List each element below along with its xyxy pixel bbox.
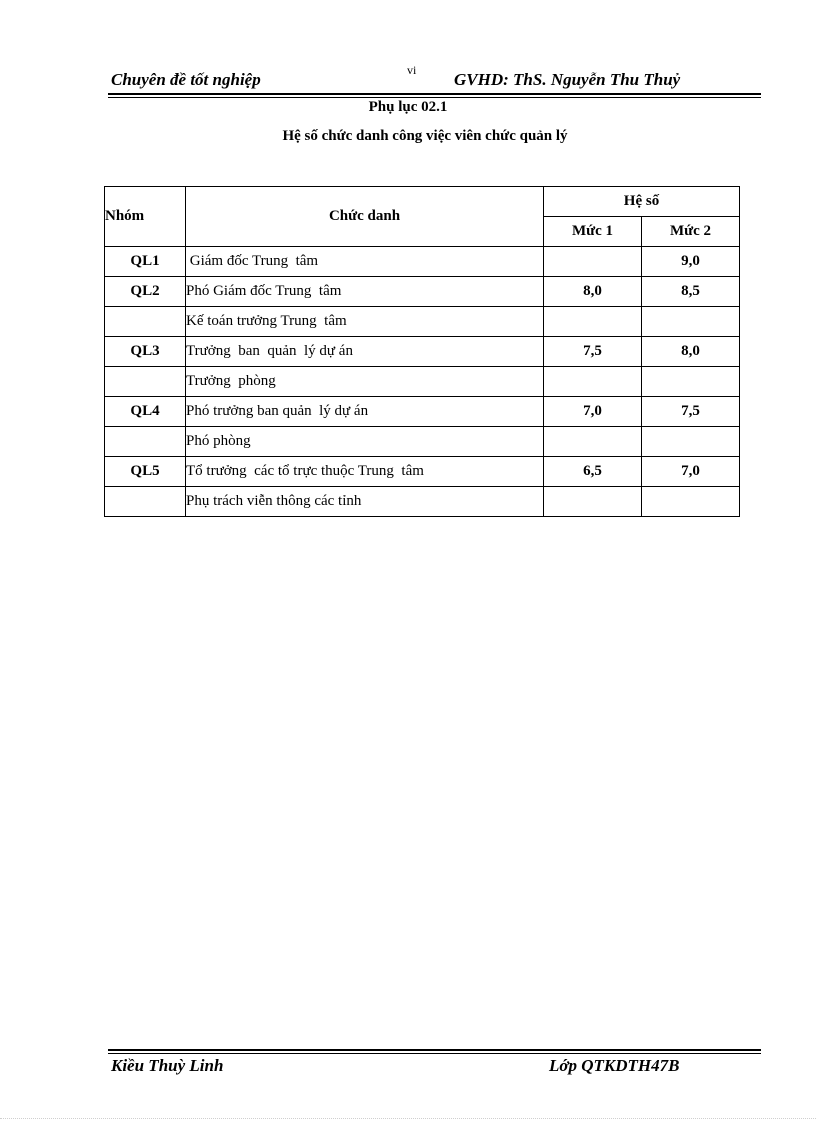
cell-level-2: 8,5	[642, 277, 740, 307]
column-header-coefficient: Hệ số	[544, 187, 740, 217]
cell-group: QL1	[105, 247, 186, 277]
cell-level-1: 8,0	[544, 277, 642, 307]
cell-group: QL4	[105, 397, 186, 427]
cell-title: Phó Giám đốc Trung tâm	[186, 277, 544, 307]
cell-level-1	[544, 427, 642, 457]
table-row	[105, 277, 740, 307]
cell-title: Kế toán trưởng Trung tâm	[186, 307, 544, 337]
coefficient-table	[104, 186, 740, 517]
cell-level-2	[642, 427, 740, 457]
table-row	[105, 457, 740, 487]
cell-group	[105, 367, 186, 397]
table-row	[105, 307, 740, 337]
cell-level-1: 7,5	[544, 337, 642, 367]
column-header-group: Nhóm	[105, 187, 186, 247]
cell-group	[105, 307, 186, 337]
column-header-level-2: Mức 2	[642, 217, 740, 247]
table-caption: Hệ số chức danh công việc viên chức quản lý	[282, 128, 568, 144]
table-header-row	[105, 187, 740, 217]
column-header-title: Chức danh	[186, 187, 544, 247]
table-row	[105, 487, 740, 517]
cell-level-1: 6,5	[544, 457, 642, 487]
cell-title: Phó phòng	[186, 427, 544, 457]
cell-title: Phụ trách viễn thông các tỉnh	[186, 487, 544, 517]
cell-group: QL5	[105, 457, 186, 487]
cell-level-2: 7,5	[642, 397, 740, 427]
footer-class: Lớp QTKDTH47B	[549, 1056, 680, 1075]
header-thesis-title: Chuyên đề tốt nghiệp	[111, 70, 261, 89]
cell-group: QL2	[105, 277, 186, 307]
cell-level-2	[642, 367, 740, 397]
page-number: vi	[407, 63, 417, 77]
cell-group: QL3	[105, 337, 186, 367]
cell-title: Tổ trưởng các tổ trực thuộc Trung tâm	[186, 457, 544, 487]
table-row	[105, 337, 740, 367]
cell-level-1	[544, 487, 642, 517]
cell-level-1	[544, 367, 642, 397]
cell-level-1	[544, 247, 642, 277]
cell-title: Trưởng phòng	[186, 367, 544, 397]
header-rule-thin	[108, 97, 761, 98]
cell-title: Trưởng ban quản lý dự án	[186, 337, 544, 367]
table-row	[105, 247, 740, 277]
appendix-title: Phụ lục 02.1	[368, 99, 448, 115]
cell-level-1	[544, 307, 642, 337]
cell-level-2: 9,0	[642, 247, 740, 277]
cell-level-1: 7,0	[544, 397, 642, 427]
cell-level-2	[642, 487, 740, 517]
cell-group	[105, 427, 186, 457]
cell-level-2: 8,0	[642, 337, 740, 367]
cell-title: Phó trưởng ban quản lý dự án	[186, 397, 544, 427]
footer-rule-thick	[108, 1049, 761, 1051]
footer-author: Kiều Thuỳ Linh	[111, 1056, 224, 1075]
header-advisor: GVHD: ThS. Nguyễn Thu Thuỷ	[454, 70, 681, 89]
cell-level-2	[642, 307, 740, 337]
footer-rule-thin	[108, 1053, 761, 1054]
column-header-level-1: Mức 1	[544, 217, 642, 247]
table-row	[105, 397, 740, 427]
header-rule-thick	[108, 93, 761, 95]
table-row	[105, 367, 740, 397]
page-edge-dotted-line	[0, 1118, 816, 1119]
table-row	[105, 427, 740, 457]
cell-title: Giám đốc Trung tâm	[186, 247, 544, 277]
cell-level-2: 7,0	[642, 457, 740, 487]
cell-group	[105, 487, 186, 517]
